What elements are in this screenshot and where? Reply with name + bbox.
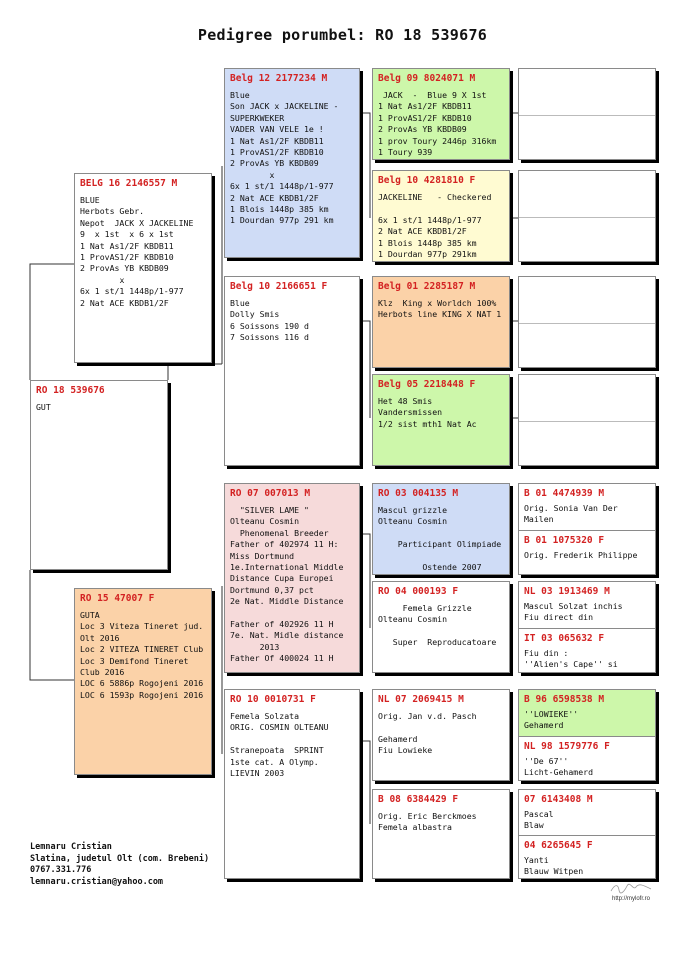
empty-ancestor-subcard	[519, 323, 655, 368]
g5-description: Fiu din : ''Alien's Cape'' si	[524, 648, 618, 670]
dds-ring-id: NL 07 2069415 M	[378, 694, 464, 705]
sire-sire-card	[224, 68, 360, 258]
sire-dam-card	[224, 276, 360, 466]
g5-pair-card	[518, 483, 656, 575]
dam-card	[74, 588, 212, 775]
g5-ring-id: B 96 6598538 M	[524, 694, 605, 705]
empty-ancestor-subcard	[519, 217, 655, 262]
sire-dam-ring-id: Belg 10 2166651 F	[230, 281, 328, 292]
ddd-description: Orig. Eric Berckmoes Femela albastra	[378, 811, 477, 833]
breeder-email[interactable]: lemnaru.cristian@yahoo.com	[30, 876, 164, 887]
connector-dd	[360, 741, 370, 824]
sire-sire-description: Blue Son JACK x JACKELINE - SUPERKWEKER VADER VAN VELE 1e ! 1 Nat As1/2F KBDB11 1 ProvAS1/2F KBDB10 2 ProvAs YB KBDB09 x 6x 1 st/1 1448p/1-977 2 Nat ACE KBDB1/2F 1 Blois 1448p 385 km 1 Dourdan 977p 291 km	[230, 90, 339, 226]
breeder-name: Lemnaru Cristian	[30, 842, 112, 852]
sds-card	[372, 276, 510, 368]
g5-ring-id: NL 03 1913469 M	[524, 586, 610, 597]
sss-description: JACK - Blue 9 X 1st 1 Nat As1/2F KBDB11 1 ProvAS1/2F KBDB10 2 ProvAs YB KBDB09 1 prov Toury 2446p 316km 1 Toury 939	[378, 90, 497, 158]
empty-ancestor-subcard	[519, 421, 655, 466]
g5-sub-card	[519, 628, 655, 673]
g5-sub-card	[519, 835, 655, 879]
dsd-ring-id: RO 04 000193 F	[378, 586, 459, 597]
sdd-card	[372, 374, 510, 466]
g5-description: Mascul Solzat inchis Fiu direct din	[524, 601, 623, 623]
ssd-ring-id: Belg 10 4281810 F	[378, 175, 476, 186]
g5-pair-card	[518, 689, 656, 781]
empty-ancestor-subcard	[519, 115, 655, 160]
empty-ancestor-card	[518, 276, 656, 368]
sdd-description: Het 48 Smis Vandersmissen 1/2 sist mth1 Nat Ac	[378, 396, 477, 429]
sire-sire-ring-id: Belg 12 2177234 M	[230, 73, 328, 84]
dsd-description: Femela Grizzle Olteanu Cosmin Super Reproducatoare	[378, 603, 497, 648]
sire-dam-description: Blue Dolly Smis 6 Soissons 190 d 7 Soissons 116 d	[230, 298, 309, 343]
sss-ring-id: Belg 09 8024071 M	[378, 73, 476, 84]
dds-description: Orig. Jan v.d. Pasch Gehamerd Fiu Lowieke	[378, 711, 477, 756]
dam-sire-description: "SILVER LAME " Olteanu Cosmin Phenomenal Breeder Father of 402974 11 H: Miss Dortmund 1e.International Middle Distance Cupa Europei Dortmund 0,37 pct 2e Nat. Middle Distance Father of 402926 11 H 7e. Nat. Midle distance 2013 Father Of 400024 11 H	[230, 505, 344, 664]
page-title: Pedigree porumbel: RO 18 539676	[197, 26, 488, 44]
sire-ring-id: BELG 16 2146557 M	[80, 178, 178, 189]
dam-description: GUTA Loc 3 Viteza Tineret jud. Olt 2016 Loc 2 VITEZA TINERET Club Loc 3 Demifond Tineret Club 2016 LOC 6 5886p Rogojeni 2016 LOC 6 1593p Rogojeni 2016	[80, 610, 204, 700]
ssd-description: JACKELINE - Checkered 6x 1 st/1 1448p/1-977 2 Nat ACE KBDB1/2F 1 Blois 1448p 385 km 1 Dourdan 977p 291km	[378, 192, 492, 260]
connector-ds	[360, 534, 370, 628]
g5-description: Pascal Blaw	[524, 809, 554, 831]
dam-dam-ring-id: RO 10 0010731 F	[230, 694, 316, 705]
g5-pair-card	[518, 581, 656, 673]
ssd-card	[372, 170, 510, 262]
ddd-card	[372, 789, 510, 879]
dds-card	[372, 689, 510, 781]
connector-ss	[360, 113, 370, 218]
g5-sub-card	[519, 736, 655, 781]
breeder-address: Slatina, judetul Olt (com. Brebeni)	[30, 853, 210, 864]
g5-highlight	[519, 690, 655, 736]
site-url[interactable]: http://mylofr.ro	[611, 896, 650, 902]
empty-ancestor-card	[518, 170, 656, 262]
sds-description: Klz King x Worldch 100% Herbots line KING X NAT 1	[378, 298, 502, 320]
dam-dam-card	[224, 689, 360, 879]
g5-ring-id: B 01 4474939 M	[524, 488, 605, 499]
g5-description: Orig. Frederik Philippe	[524, 550, 638, 560]
dam-sire-ring-id: RO 07 007013 M	[230, 488, 311, 499]
sds-ring-id: Belg 01 2285187 M	[378, 281, 476, 292]
sire-card	[74, 173, 212, 363]
ddd-ring-id: B 08 6384429 F	[378, 794, 459, 805]
sss-card	[372, 68, 510, 160]
signature-icon	[609, 882, 653, 894]
subject-ring-id: RO 18 539676	[36, 385, 105, 396]
connector-sub-r	[168, 364, 222, 380]
breeder-contact	[30, 842, 220, 888]
g5-pair-card	[518, 789, 656, 879]
empty-ancestor-card	[518, 68, 656, 160]
dam-ring-id: RO 15 47007 F	[80, 593, 155, 604]
subject-description: GUT	[36, 402, 51, 412]
connector-subject-dam	[30, 570, 74, 680]
g5-ring-id: NL 98 1579776 F	[524, 741, 610, 752]
connector-sd	[360, 321, 370, 418]
dam-dam-description: Femela Solzata ORIG. COSMIN OLTEANU Stranepoata SPRINT 1ste cat. A Olymp. LIEVIN 2003	[230, 711, 329, 779]
g5-description: ''LOWIEKE'' Gehamerd	[524, 709, 579, 731]
g5-ring-id: IT 03 065632 F	[524, 633, 605, 644]
g5-description: ''De 67'' Licht-Gehamerd	[524, 756, 594, 778]
sire-description: BLUE Herbots Gebr. Nepot JACK X JACKELINE 9 x 1st x 6 x 1st 1 Nat As1/2F KBDB11 1 ProvAS1/2F KBDB10 2 ProvAs YB KBDB09 x 6x 1 st/1 1448p/1-977 2 Nat ACE KBDB1/2F	[80, 195, 194, 308]
dsd-card	[372, 581, 510, 673]
g5-sub-card	[519, 530, 655, 575]
dss-card	[372, 483, 510, 575]
connector-subject-sire	[30, 264, 74, 380]
dss-ring-id: RO 03 004135 M	[378, 488, 459, 499]
dam-sire-card	[224, 483, 360, 673]
dss-description: Mascul grizzle Olteanu Cosmin Participant Olimpiade Ostende 2007	[378, 505, 502, 573]
subject-pigeon-card	[30, 380, 168, 570]
sdd-ring-id: Belg 05 2218448 F	[378, 379, 476, 390]
g5-ring-id: 04 6265645 F	[524, 840, 593, 851]
g5-ring-id: B 01 1075320 F	[524, 535, 605, 546]
g5-description: Orig. Sonia Van Der Mailen	[524, 503, 623, 525]
g5-ring-id: 07 6143408 M	[524, 794, 593, 805]
g5-description: Yanti Blauw Witpen	[524, 855, 584, 877]
empty-ancestor-card	[518, 374, 656, 466]
breeder-phone: 0767.331.776	[30, 865, 92, 876]
site-logo	[606, 882, 656, 902]
